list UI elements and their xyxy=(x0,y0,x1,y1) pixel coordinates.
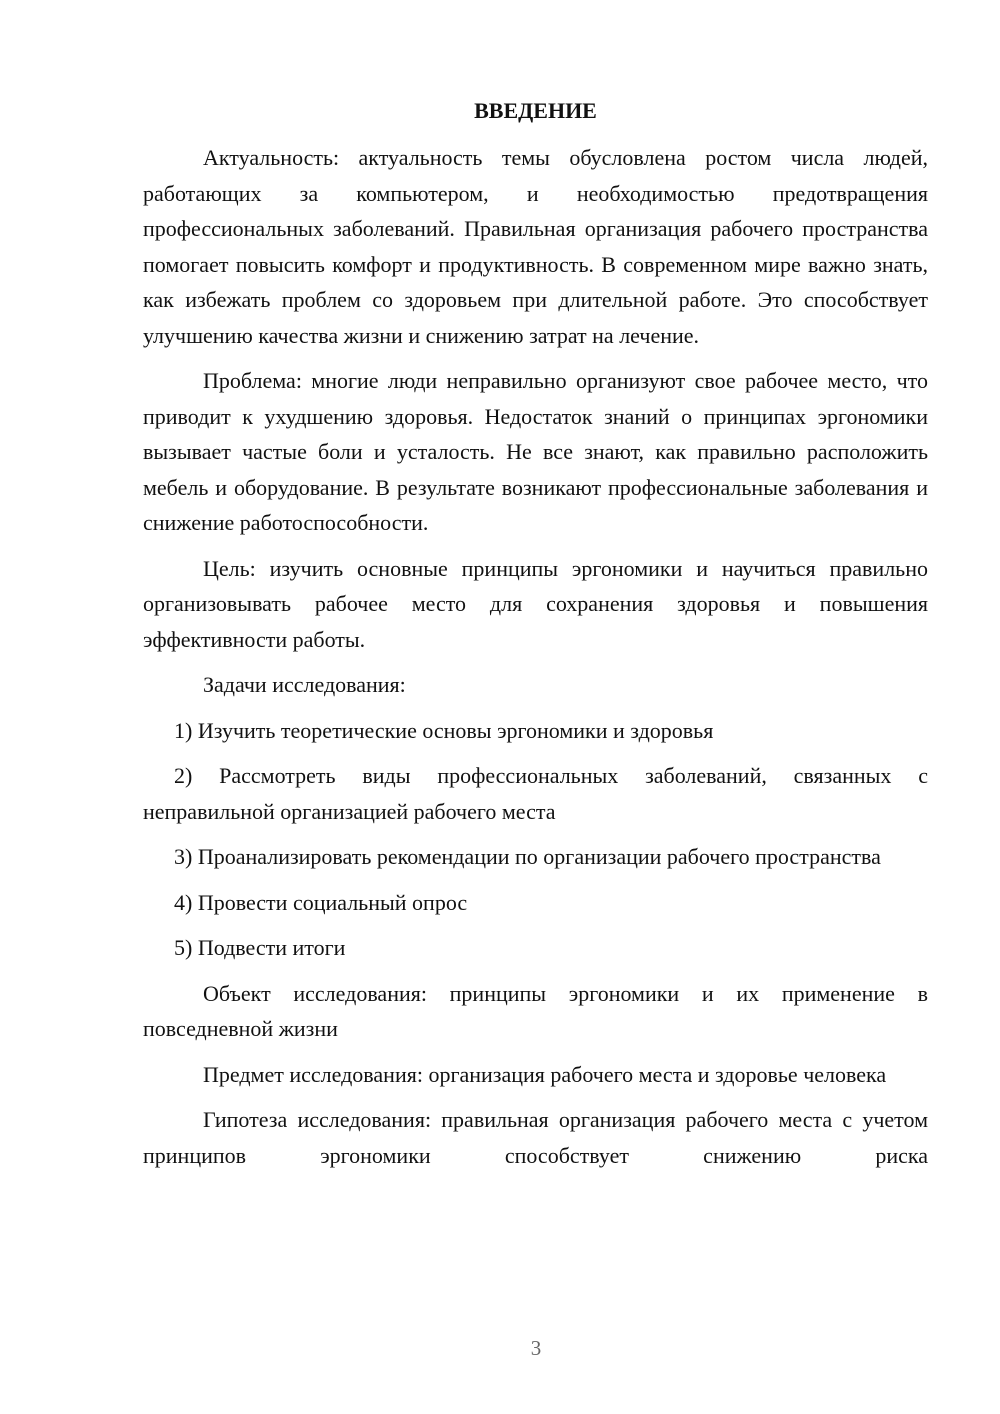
page-title: ВВЕДЕНИЕ xyxy=(474,98,597,123)
task-item-5: 5) Подвести итоги xyxy=(174,935,346,960)
object-paragraph: Объект исследования: принципы эргономики и их применение в повседневной жизни xyxy=(143,980,928,1041)
tasks-heading: Задачи исследования: xyxy=(203,672,406,697)
document-body xyxy=(143,140,928,1173)
page-number: 3 xyxy=(530,1336,542,1360)
task-item-3: 3) Проанализировать рекомендации по организации рабочего пространства xyxy=(174,844,881,869)
subject-paragraph: Предмет исследования: организация рабочего места и здоровье человека xyxy=(203,1061,887,1087)
task-item-2: 2) Рассмотреть виды профессиональных заболеваний, связанных с неправильной организацией рабочего места xyxy=(143,763,928,824)
relevance-paragraph: Актуальность: актуальность темы обусловлена ростом числа людей, работающих за компьютером, и необходимостью предотвращения профессиональных заболеваний. Правильная организация рабочего пространства помогает повысить комфорт и продуктивность. В современном мире важно знать, как избежать проблем со здоровьем при длительной работе. Это способствует улучшению качества жизни и снижению затрат на лечение. xyxy=(143,145,928,348)
task-item-4: 4) Провести социальный опрос xyxy=(174,889,468,915)
goal-paragraph: Цель: изучить основные принципы эргономики и научиться правильно организовывать рабочее место для сохранения здоровья и повышения эффективности работы. xyxy=(143,555,928,652)
task-item-1: 1) Изучить теоретические основы эргономики и здоровья xyxy=(174,717,714,743)
problem-paragraph: Проблема: многие люди неправильно организуют свое рабочее место, что приводит к ухудшению здоровья. Недостаток знаний о принципах эргономики вызывает частые боли и усталость. Не все знают, как правильно расположить мебель и оборудование. В результате возникают профессиональные заболевания и снижение работоспособности. xyxy=(143,368,928,535)
hypothesis-paragraph: Гипотеза исследования: правильная организация рабочего места с учетом принципов эргономики способствует снижению риска xyxy=(143,1107,928,1168)
